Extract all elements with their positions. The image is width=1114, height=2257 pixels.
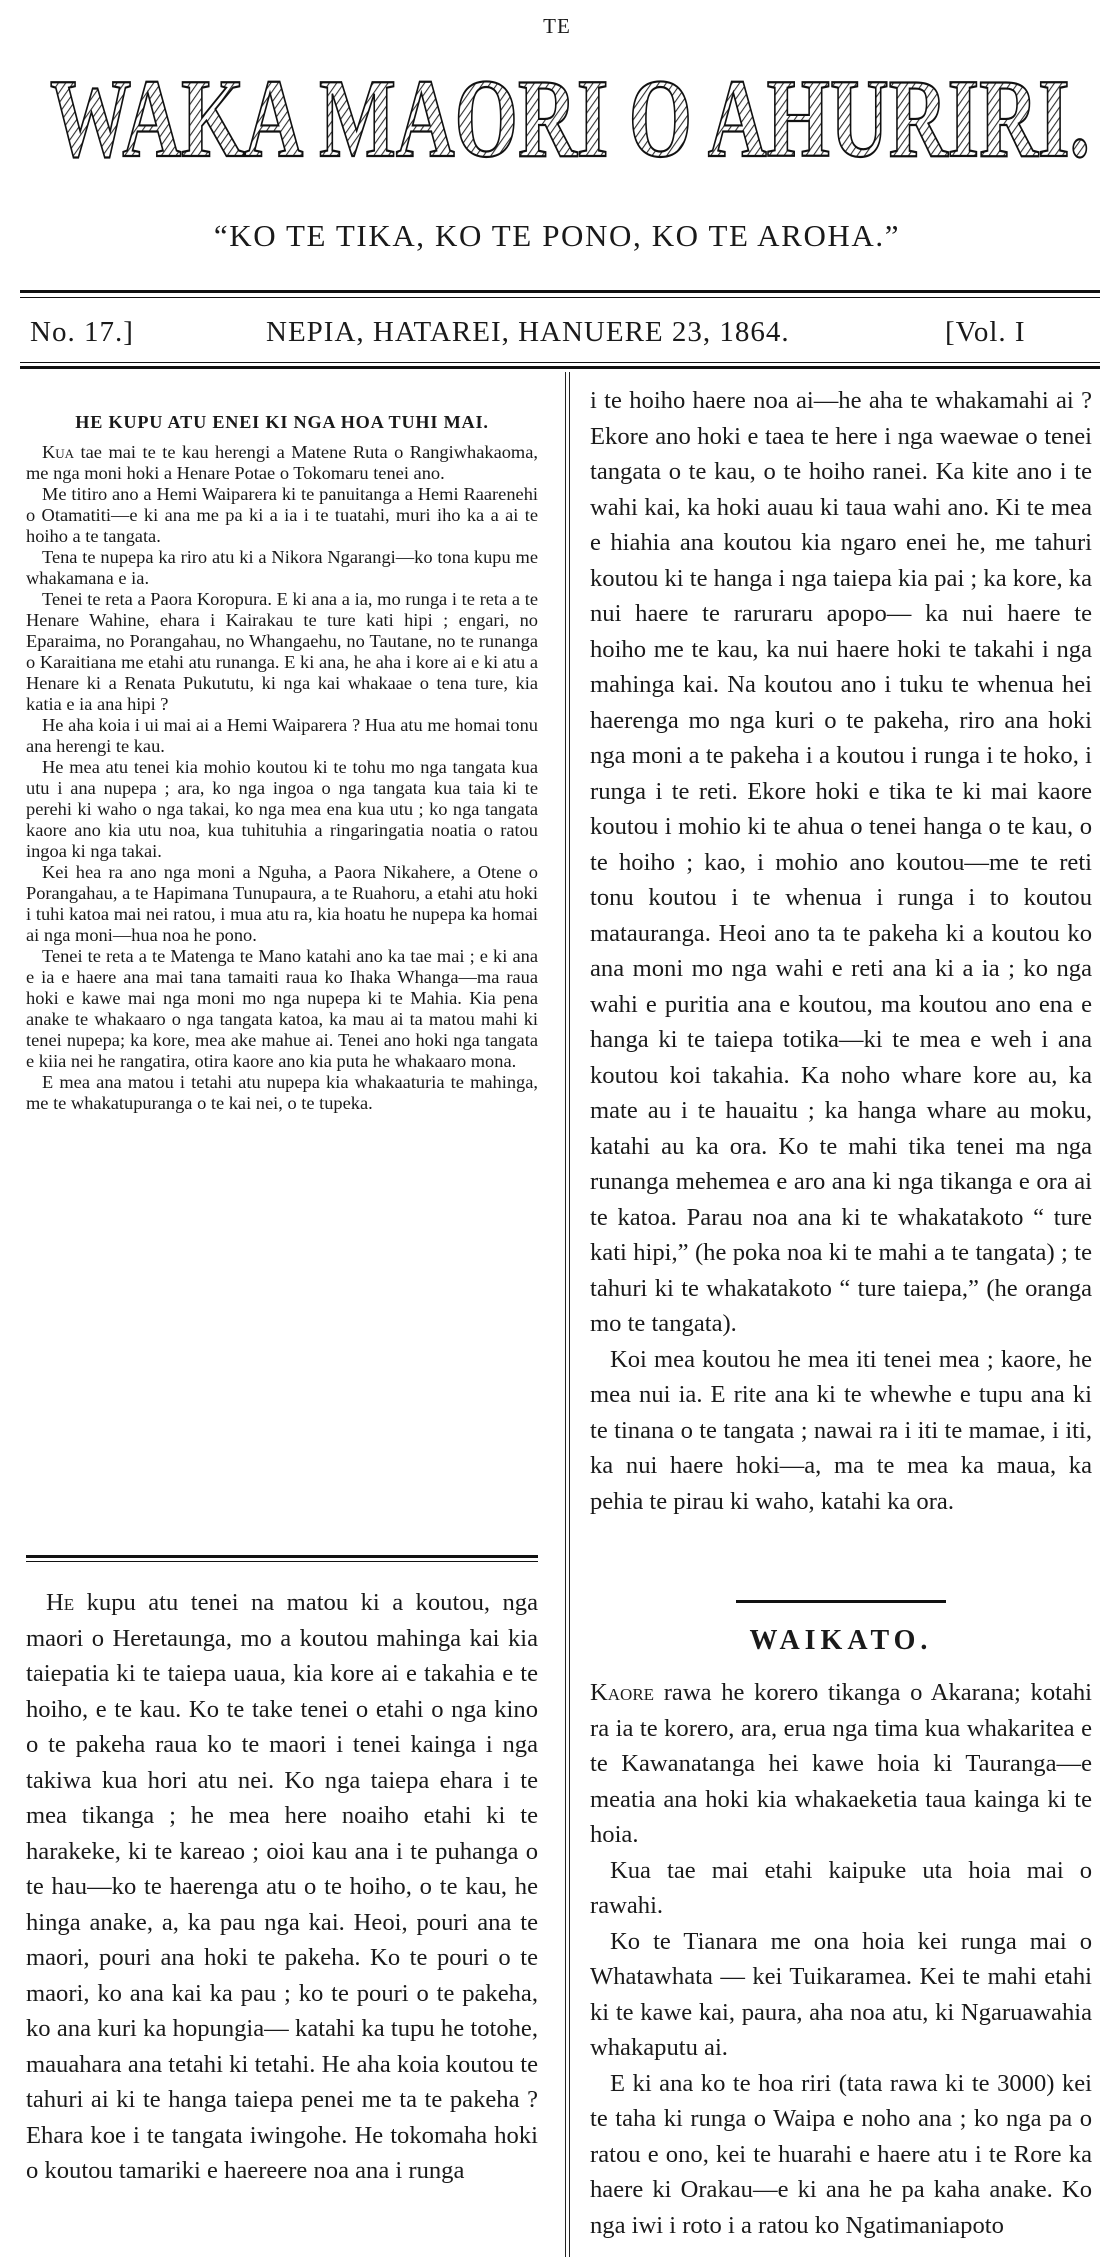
issue-place-date: NEPIA, HATAREI, HANUERE 23, 1864.	[266, 316, 790, 348]
notice-paragraph: Tenei te reta a te Matenga te Mano katahi ano ka tae mai ; e ki ana e ia e haere ana mai tana tamaiti raua ko Ihaka Whanga—ma raua hoki e kawe mai nga moni mo nga nupepa ki te Mahia. Kia pena anake te whakaaro o nga tangata katoa, ka mau ai ta matou mahi ki tenei nupepa; ka kore, mea ake mahue ai. Tenei ano hoki nga tangata e kiia nei he rangatira, otira kaore ano kia puta he whakaaro mona.	[26, 946, 538, 1071]
issue-rule-thick	[20, 366, 1100, 369]
notice-paragraph: Kua tae mai te te kau herengi a Matene Ruta o Rangiwhakaoma, me nga moni hoki a Henare Potae o Tokomaru tenei ano.	[26, 442, 538, 483]
drop-lead: Kaore	[590, 1679, 655, 1706]
masthead-motto: “KO TE TIKA, KO TE PONO, KO TE AROHA.”	[213, 218, 901, 253]
masthead-rule-top-thin	[20, 297, 1100, 298]
waikato-paragraph: Kaore rawa he korero tikanga o Akarana; kotahi ra ia te korero, ara, erua nga tima kua whakaritea e te Kawanatanga hei kawe hoia ki Tauranga—e meatia ana hoki kia whakaeketia taua kainga ki te hoia.	[590, 1679, 1092, 1848]
article-notices-heading: HE KUPU ATU ENEI KI NGA HOA TUHI MAI.	[75, 412, 489, 432]
waikato-paragraph: E ki ana ko te hoa riri (tata rawa ki te 3000) kei te taha ki runga o Waipa e noho ana ; ko nga pa o ratou e ono, kei te huarahi e haere atu i te Rore ka haere ki Orakau—e ki ana he pa kaha anake. Ko nga iwi i roto i a ratou ko Ngatimaniapoto	[590, 2069, 1092, 2239]
fences-paragraph-continued: i te hoiho haere noa ai—he aha te whakamahi ai ? Ekore ano hoki e taea te here i nga waewae o tenei tangata o te kau, o te hoiho ranei. Ka kite ano i te wahi kai, ka hoki auau ki taua wahi ano. Ki te mea e hiahia ana koutou kia ngaro enei he, me tahuri koutou ki te hanga i nga taiepa kia pai ; ka kore, ka nui haere te raruraru apopo— ka nui haere te hoiho me te kau, ka nui haere hoki te takahi i nga mahinga kai. Na koutou ano i tuku te whenua hei haerenga mo nga kuri o te pakeha, riro ana hoki nga moni a te pakeha i a koutou i runga i te hoko, i runga i te reti. Ekore hoki e tika te ki mai kaore koutou i mohio ki te ahua o tenei hanga o te kau, o te hoiho ; kao, i mohio ano koutou—me te reti tonu koutou i te whenua i runga i to koutou matauranga. Heoi ano ta te pakeha ki a koutou ko ana moni mo nga wahi e reti ana ki a ia ; ko nga wahi e puritia ana e koutou, ma koutou ano ena e hanga ki te taiepa totika—ki te mea e weh i ana koutou koi takahia. Ka noho whare kore au, ka mate au i te hauaitu ; ka hanga whare au moku, katahi au ka ora. Ko te mahi tika tenei ma nga runanga mehemea e aro ana ki nga tikanga e ora ai te katoa. Parau noa ana ki te whakatakoto “ ture kati hipi,” (he poka noa ki te mahi a te tangata) ; te tahuri ki te whakatakoto “ ture taiepa,” (he oranga mo te tangata).	[590, 387, 1092, 1337]
article-fences-continued	[590, 383, 1092, 1519]
waikato-title: WAIKATO.	[749, 1625, 933, 1656]
column-divider-second	[569, 372, 570, 2257]
issue-rule-thin	[20, 362, 1100, 363]
fences-paragraph: He kupu atu tenei na matou ki a koutou, nga maori o Heretaunga, mo a koutou mahinga kai kia taiepatia ki te taiepa uaua, kia kore ai e takahia e te hoiho, e te kau. Ko te take tenei o etahi o nga kino o te pakeha raua ko te maori i tenei kainga i nga takiwa kua hori atu nei. Ko nga taiepa ehara i te mea tikanga ; he mea here noaiho etahi ki te harakeke, ki te kareao ; oioi kau ana i te puhanga o te hau—ko te haerenga atu o te hoiho, o te kau, he hinga anake, a, ka pau nga kai. Heoi, pouri ana te maori, pouri ana hoki te pakeha. Ko te pouri o te maori, ko ana kai ka pau ; ko te pouri o te pakeha, ko ana kuri ka hopungia— katahi ka tupu he totohe, mauahara ana tetahi ki tetahi. He aha koia koutou te tahuri ai ki te hanga taiepa penei me ta te pakeha ? Ehara koe i te tangata iwingohe. He tokomaha hoki o koutou tamariki e haereere noa ana i runga	[26, 1589, 538, 2184]
issue-volume: [Vol. I	[945, 316, 1026, 348]
section-divider	[26, 1555, 538, 1562]
issue-number: No. 17.]	[30, 316, 134, 348]
notice-paragraph: Kei hea ra ano nga moni a Nguha, a Paora Nikahere, a Otene o Porangahau, a te Hapimana Tunupaura, a te Ruahoru, a etahi atu hoki i tuhi katoa mai nei ratou, i mua atu ra, kia hoatu he nupepa ka homai ai nga moni—hua noa he pono.	[26, 862, 538, 945]
fences-paragraph: Koi mea koutou he mea iti tenei mea ; kaore, he mea nui ia. E rite ana ki te whewhe e tupu ana ki te tinana o te tangata ; nawai ra i iti te mamae, i iti, ka nui haere hoki—a, ma te mea ka maua, ka pehia te pirau ki waho, katahi ka ora.	[590, 1345, 1092, 1515]
masthead-rule-top	[20, 290, 1100, 293]
notice-paragraph: He aha koia i ui mai ai a Hemi Waiparera ? Hua atu me homai tonu ana herengi te kau.	[26, 715, 538, 756]
article-fences	[26, 1585, 538, 2189]
drop-lead: He	[46, 1589, 75, 1616]
issue-line	[30, 316, 1100, 360]
notice-paragraph: E mea ana matou i tetahi atu nupepa kia whakaaturia te mahinga, me te whakatupuranga o te kai nei, o te tupeka.	[26, 1072, 538, 1113]
drop-lead: Kua	[42, 442, 75, 462]
waikato-paragraph: Ko te Tianara me ona hoia kei runga mai o Whatawhata — kei Tuikaramea. Kei te mahi etahi ki te kawe kai, paura, aha noa atu, ki Ngaruawahia whakaputu ai.	[590, 1927, 1092, 2061]
notice-paragraph: Tena te nupepa ka riro atu ki a Nikora Ngarangi—ko tona kupu me whakamana e ia.	[26, 547, 538, 588]
article-notices	[26, 410, 538, 1114]
notice-paragraph: Me titiro ano a Hemi Waiparera ki te panuitanga a Hemi Raarenehi o Otamatiti—e ki ana me pa ki a ia i te tuatahi, muri iho ka a ai te hoiho a te tangata.	[26, 484, 538, 546]
notice-paragraph: He mea atu tenei kia mohio koutou ki te tohu mo nga tangata kua utu i ana nupepa ; ara, ko nga ingoa o nga tangata kua taia ki te perehi ki waho o nga takai, ko nga mea ena kua utu ; ko nga tangata kaore ano kia utu noa, kua tuhituhia a ringaringatia noatia o ratou ingoa ki nga takai.	[26, 757, 538, 861]
waikato-paragraph: Kua tae mai etahi kaipuke uta hoia mai o rawahi.	[590, 1856, 1092, 1919]
newspaper-masthead	[40, 56, 1100, 176]
column-divider	[565, 372, 566, 2257]
masthead-pretitle: TE	[543, 14, 571, 38]
waikato-rule	[736, 1600, 946, 1603]
notice-paragraph: Tenei te reta a Paora Koropura. E ki ana a ia, mo runga i te reta a te Henare Wahine, ehara i Kairakau te ture kati hipi ; engari, no Eparaima, no Porangahau, no Whangaehu, no Tautane, no te runanga o Karaitiana me etahi atu runanga. E ki ana, he aha i kore ai e ki atu a Henare ki a Renata Pukututu, ki nga kai whakaae o tena ture, kia katia e ia ana hipi ?	[26, 589, 538, 714]
article-waikato	[590, 1600, 1092, 2243]
masthead-title: WAKA MAORI O AHURIRI.	[50, 57, 1090, 176]
